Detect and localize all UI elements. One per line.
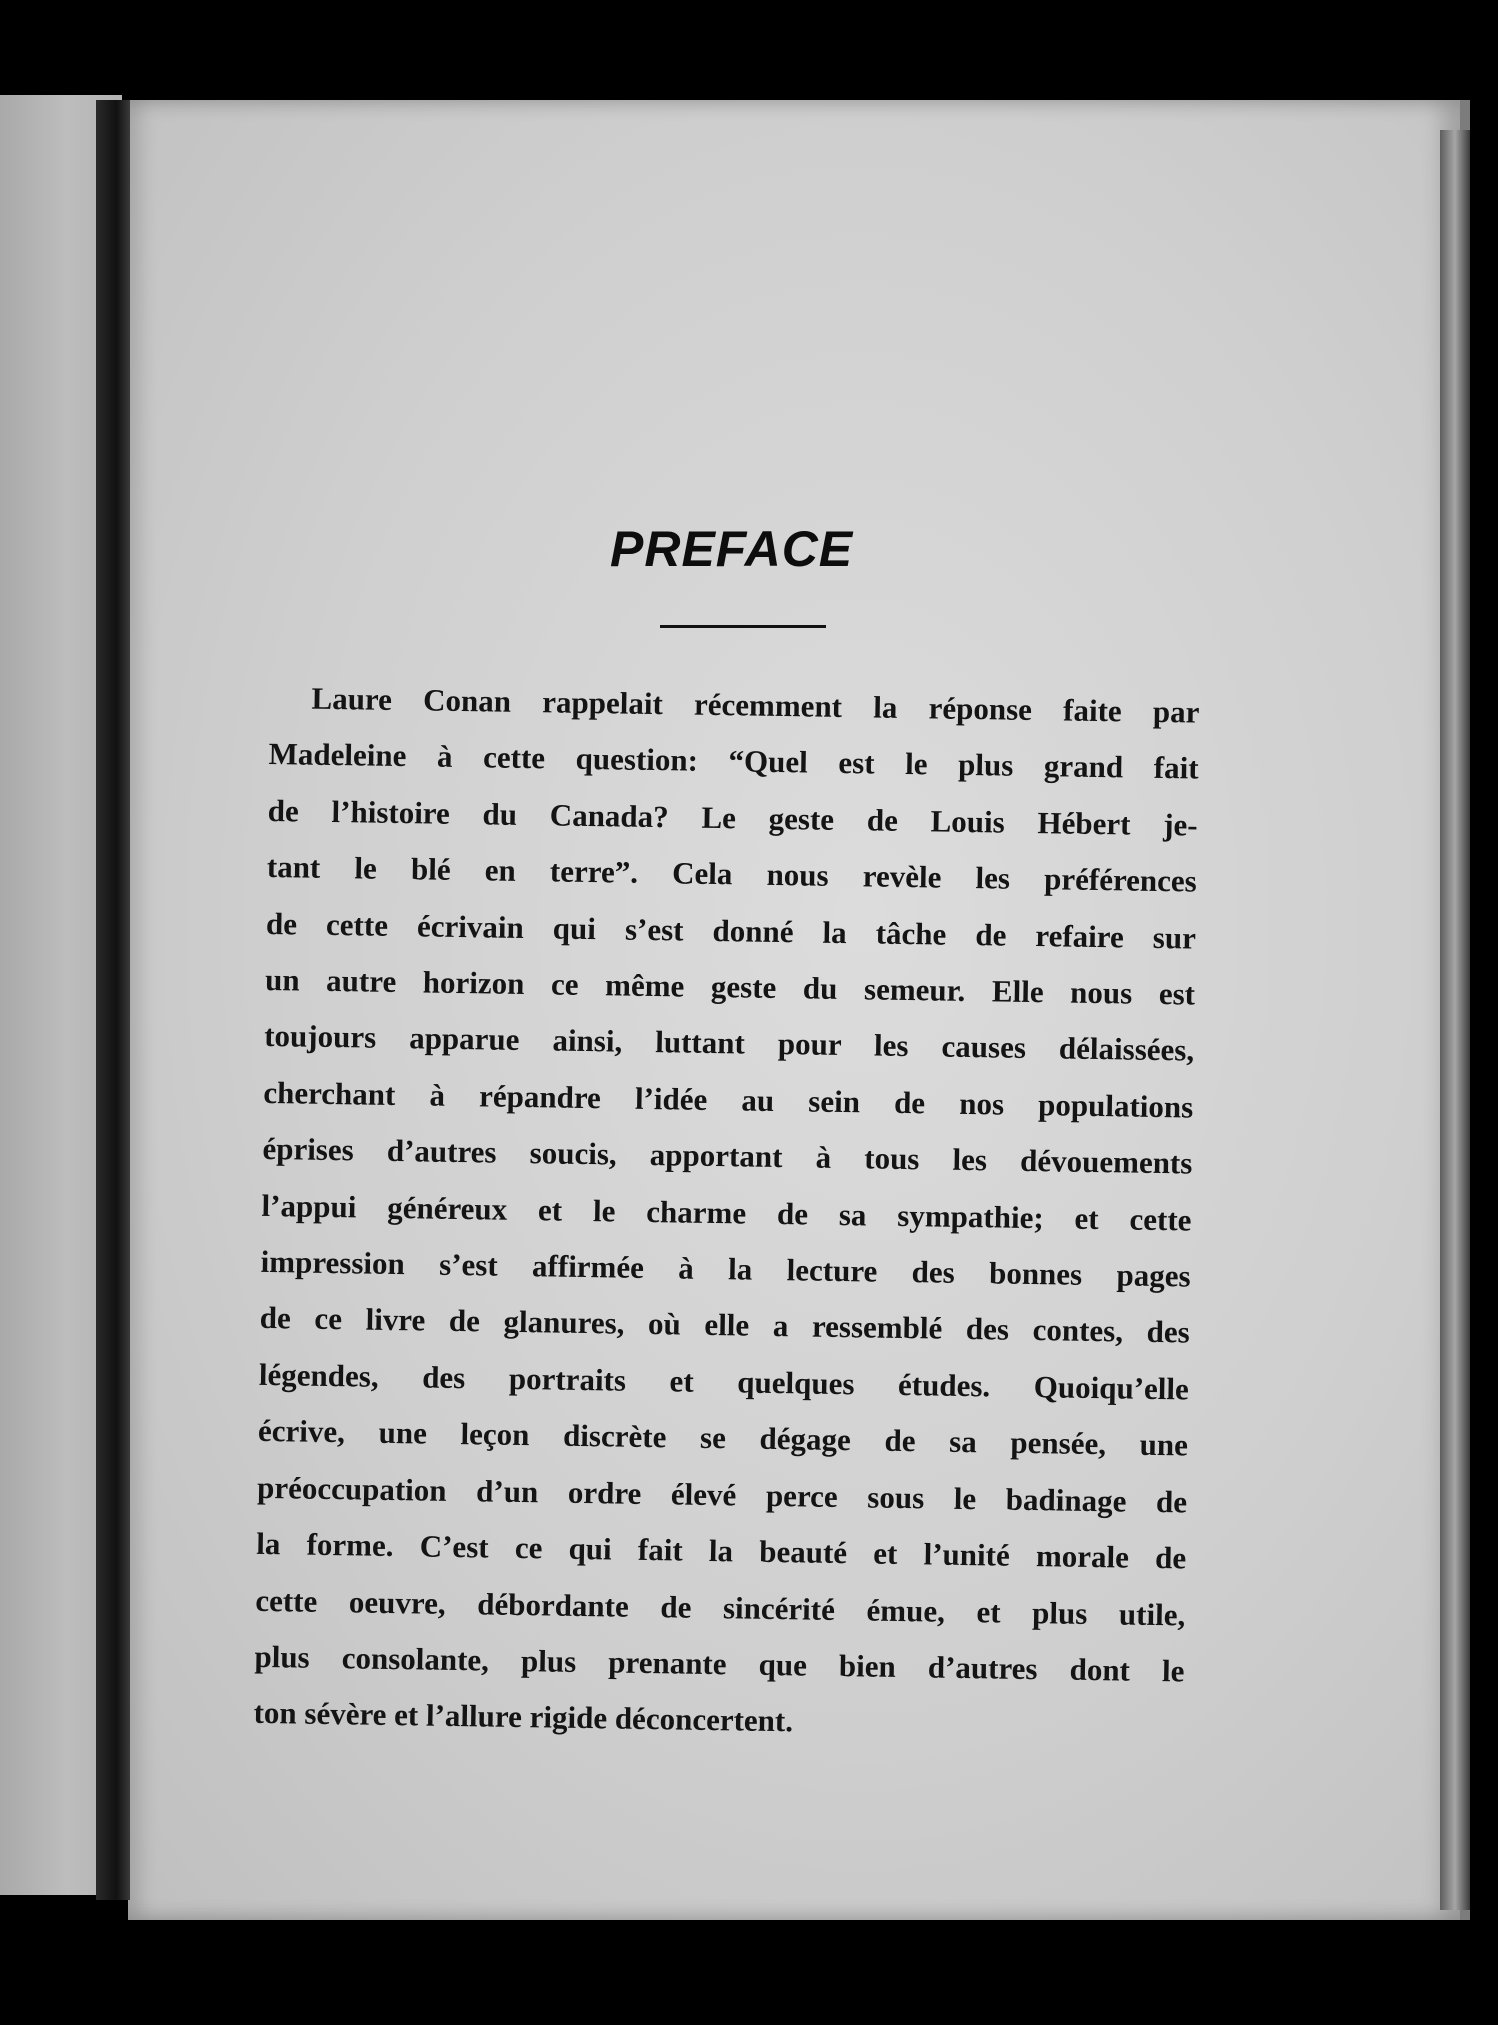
book-gutter	[96, 100, 130, 1900]
text-line: ton sévère et l’allure rigide déconcertent.	[253, 1695, 794, 1739]
page-stack-edge	[1440, 130, 1470, 1910]
text-line: Madeleine à cette question: “Quel est le plus grand fait	[268, 736, 1199, 787]
text-line: écrive, une leçon discrète se dégage de sa pensée, une	[257, 1413, 1189, 1463]
text-line: un autre horizon ce même geste du semeur. Elle nous est	[264, 961, 1196, 1012]
text-line: de l’histoire du Canada? Le geste de Louis Hébert je-	[267, 792, 1198, 843]
text-line: toujours apparue ainsi, luttant pour les causes délaissées,	[263, 1018, 1195, 1068]
text-line: préoccupation d’un ordre élevé perce sous le badinage de	[256, 1469, 1188, 1520]
text-line: de cette écrivain qui s’est donné la tâche de refaire sur	[265, 905, 1197, 956]
text-line: tant le blé en terre”. Cela nous revèle les préférences	[266, 849, 1198, 899]
text-line: impression s’est affirmée à la lecture des bonnes pages	[260, 1243, 1191, 1294]
text-line: éprises d’autres soucis, apportant à tous les dévouements	[262, 1131, 1193, 1181]
preface-paragraph	[253, 670, 1200, 1756]
text-line: de ce livre de glanures, où elle a ressemblé des contes, des	[259, 1300, 1190, 1350]
title-rule	[660, 625, 826, 628]
text-line: cherchant à répandre l’idée au sein de nos populations	[263, 1074, 1194, 1125]
text-line: légendes, des portraits et quelques études. Quoiqu’elle	[258, 1356, 1190, 1407]
text-line: cette oeuvre, débordante de sincérité émue, et plus utile,	[255, 1582, 1186, 1632]
text-line: la forme. C’est ce qui fait la beauté et l’unité morale de	[256, 1525, 1187, 1576]
text-line: plus consolante, plus prenante que bien d’autres dont le	[254, 1638, 1185, 1689]
text-line: Laure Conan rappelait récemment la réponse faite par	[311, 680, 1200, 730]
text-line: l’appui généreux et le charme de sa sympathie; et cette	[261, 1187, 1192, 1238]
page-title: PREFACE	[610, 521, 854, 577]
